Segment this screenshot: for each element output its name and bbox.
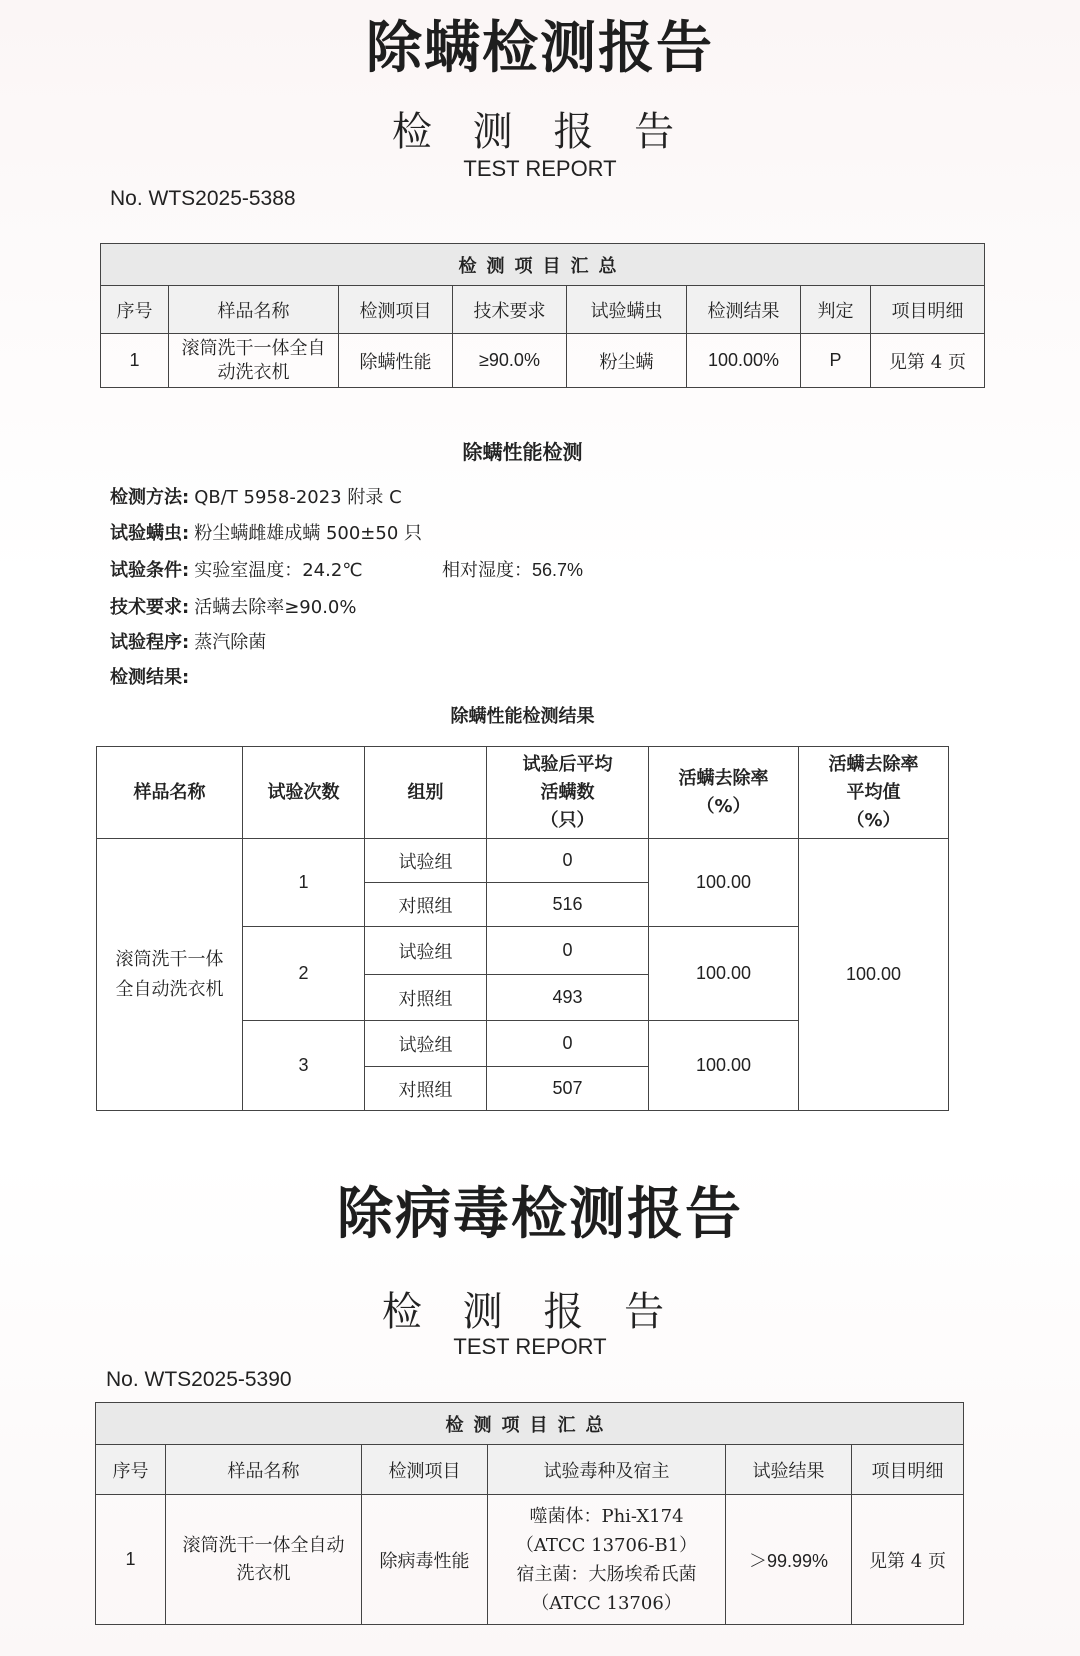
col-avg-rate	[799, 747, 949, 839]
strain-line: 噬菌体：Phi-X174	[529, 1505, 684, 1527]
column-header-strain: 试验毒种及宿主	[488, 1445, 726, 1495]
row-item: 除螨性能	[339, 334, 453, 388]
live-count: 493	[487, 975, 649, 1021]
col-avg-live	[487, 747, 649, 839]
row-requirement: ≥90.0%	[453, 334, 567, 388]
row-detail: 见第 4 页	[852, 1495, 964, 1625]
mite-report-cn-title: 检 测 报 告	[391, 109, 689, 155]
virus-summary-heading: 检测项目汇总	[96, 1403, 964, 1445]
info-procedure	[110, 628, 266, 654]
column-header-no: 序号	[96, 1445, 166, 1495]
info-label: 检测结果:	[110, 667, 190, 688]
live-count: 0	[487, 1021, 649, 1067]
col-avg-live-line: 试验后平均	[522, 753, 613, 775]
live-count: 0	[487, 927, 649, 975]
column-header-item: 检测项目	[339, 286, 453, 334]
info-humidity: 相对湿度：56.7%	[442, 560, 584, 580]
col-avg-live-line: （只）	[540, 809, 595, 831]
info-conditions	[110, 556, 363, 582]
col-avg-rate-line: 平均值	[846, 781, 901, 803]
row-no: 1	[96, 1495, 166, 1625]
virus-report-cn-title: 检 测 报 告	[381, 1289, 679, 1335]
virus-report-en-title: TEST REPORT	[453, 1334, 607, 1359]
info-label: 试验程序:	[110, 632, 190, 653]
column-header-result: 检测结果	[687, 286, 801, 334]
col-rate-line: 活螨去除率	[678, 767, 769, 789]
column-header-mite: 试验螨虫	[567, 286, 687, 334]
removal-rate: 100.00	[649, 839, 799, 927]
info-test-mite	[110, 519, 422, 545]
info-value: 蒸汽除菌	[194, 632, 267, 653]
table-row	[97, 839, 949, 883]
average-removal-rate: 100.00	[799, 839, 949, 1111]
row-sample: 滚筒洗干一体全自动洗衣机	[169, 334, 339, 388]
mite-results-title: 除螨性能检测结果	[450, 706, 595, 727]
info-label: 试验螨虫:	[110, 523, 190, 544]
info-label: 技术要求:	[110, 597, 190, 618]
mite-summary-heading: 检测项目汇总	[101, 244, 985, 286]
live-count: 516	[487, 883, 649, 927]
row-verdict: P	[801, 334, 871, 388]
trial-number: 1	[243, 839, 365, 927]
strain-line: （ATCC 13706）	[531, 1592, 682, 1614]
info-value: 活螨去除率≥90.0%	[194, 597, 357, 618]
table-row	[101, 334, 985, 388]
virus-report-main-title: 除病毒检测报告	[337, 1182, 743, 1247]
group-label: 试验组	[365, 927, 487, 975]
strain-line: （ATCC 13706-B1）	[515, 1534, 698, 1556]
row-detail: 见第 4 页	[871, 334, 985, 388]
table-row	[96, 1495, 964, 1625]
col-avg-rate-line: 活螨去除率	[828, 753, 919, 775]
results-sample-name: 滚筒洗干一体全自动洗衣机	[97, 839, 243, 1111]
info-value: QB/T 5958-2023 附录 C	[194, 487, 402, 508]
mite-summary-table	[100, 243, 985, 388]
removal-rate: 100.00	[649, 1021, 799, 1111]
mite-results-table	[96, 746, 949, 1111]
row-strain	[488, 1495, 726, 1625]
group-label: 对照组	[365, 975, 487, 1021]
group-label: 对照组	[365, 1067, 487, 1111]
col-rate	[649, 747, 799, 839]
mite-report-main-title: 除螨检测报告	[366, 16, 714, 81]
info-value: 实验室温度：24.2℃	[194, 560, 363, 581]
live-count: 507	[487, 1067, 649, 1111]
virus-report-number: No. WTS2025-5390	[106, 1368, 292, 1391]
column-header-no: 序号	[101, 286, 169, 334]
trial-number: 2	[243, 927, 365, 1021]
col-avg-rate-line: （%）	[846, 809, 901, 831]
info-label: 试验条件:	[110, 560, 190, 581]
column-header-item: 检测项目	[362, 1445, 488, 1495]
group-label: 试验组	[365, 839, 487, 883]
strain-line: 宿主菌：大肠埃希氏菌	[516, 1563, 697, 1585]
virus-summary-table	[95, 1402, 964, 1625]
info-value: 粉尘螨雌雄成螨 500±50 只	[194, 523, 423, 544]
mite-report-en-title: TEST REPORT	[463, 156, 617, 181]
column-header-result: 试验结果	[726, 1445, 852, 1495]
row-sample: 滚筒洗干一体全自动洗衣机	[166, 1495, 362, 1625]
live-count: 0	[487, 839, 649, 883]
group-label: 试验组	[365, 1021, 487, 1067]
row-result: 100.00%	[687, 334, 801, 388]
col-group: 组别	[365, 747, 487, 839]
column-header-detail: 项目明细	[852, 1445, 964, 1495]
mite-section-title: 除螨性能检测	[462, 440, 583, 464]
removal-rate: 100.00	[649, 927, 799, 1021]
col-rate-line: （%）	[696, 795, 751, 817]
info-method	[110, 483, 402, 509]
info-results	[110, 663, 189, 689]
group-label: 对照组	[365, 883, 487, 927]
info-label: 检测方法:	[110, 487, 190, 508]
row-item: 除病毒性能	[362, 1495, 488, 1625]
col-sample: 样品名称	[97, 747, 243, 839]
column-header-sample: 样品名称	[169, 286, 339, 334]
row-result: ＞99.99%	[726, 1495, 852, 1625]
column-header-sample: 样品名称	[166, 1445, 362, 1495]
column-header-detail: 项目明细	[871, 286, 985, 334]
col-avg-live-line: 活螨数	[540, 781, 595, 803]
row-no: 1	[101, 334, 169, 388]
trial-number: 3	[243, 1021, 365, 1111]
row-mite: 粉尘螨	[567, 334, 687, 388]
column-header-verdict: 判定	[801, 286, 871, 334]
col-trial: 试验次数	[243, 747, 365, 839]
info-requirement	[110, 593, 356, 619]
column-header-requirement: 技术要求	[453, 286, 567, 334]
mite-report-number: No. WTS2025-5388	[110, 187, 296, 210]
